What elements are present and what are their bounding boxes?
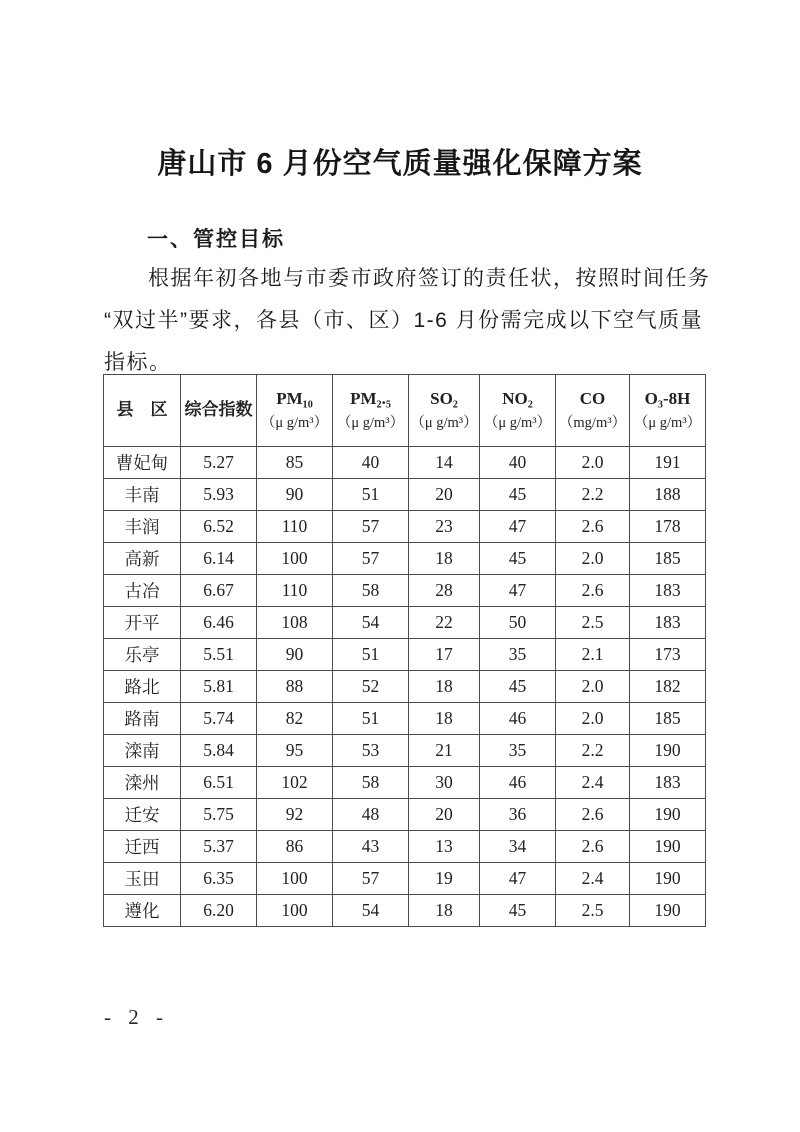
value-cell: 48 [333,799,409,831]
value-cell: 54 [333,895,409,927]
value-cell: 2.6 [556,575,630,607]
value-cell: 102 [257,767,333,799]
value-cell: 100 [257,863,333,895]
value-cell: 190 [630,895,706,927]
column-header: SO₂ （μ g/m³） [409,375,480,447]
table-row [104,479,706,511]
column-header: PM₂.₅ （μ g/m³） [333,375,409,447]
value-cell: 54 [333,607,409,639]
value-cell: 51 [333,639,409,671]
value-cell: 110 [257,575,333,607]
section-heading: 一、管控目标 [147,228,285,251]
district-cell: 迁安 [104,799,181,831]
value-cell: 17 [409,639,480,671]
value-cell: 2.5 [556,607,630,639]
value-cell: 46 [480,703,556,735]
value-cell: 85 [257,447,333,479]
column-header: PM₁₀ （μ g/m³） [257,375,333,447]
value-cell: 23 [409,511,480,543]
table-row [104,863,706,895]
value-cell: 2.0 [556,671,630,703]
value-cell: 35 [480,639,556,671]
value-cell: 6.20 [181,895,257,927]
value-cell: 2.5 [556,895,630,927]
value-cell: 2.6 [556,799,630,831]
table-body [104,447,706,927]
value-cell: 100 [257,543,333,575]
value-cell: 86 [257,831,333,863]
table-row [104,639,706,671]
value-cell: 188 [630,479,706,511]
value-cell: 110 [257,511,333,543]
value-cell: 178 [630,511,706,543]
value-cell: 6.51 [181,767,257,799]
district-cell: 路南 [104,703,181,735]
value-cell: 52 [333,671,409,703]
value-cell: 6.35 [181,863,257,895]
table-row [104,895,706,927]
value-cell: 183 [630,767,706,799]
value-cell: 2.4 [556,863,630,895]
document-title: 唐山市 6 月份空气质量强化保障方案 [157,148,643,180]
value-cell: 43 [333,831,409,863]
value-cell: 47 [480,575,556,607]
column-header: NO₂ （μ g/m³） [480,375,556,447]
district-cell: 丰润 [104,511,181,543]
value-cell: 6.52 [181,511,257,543]
value-cell: 108 [257,607,333,639]
value-cell: 20 [409,799,480,831]
value-cell: 45 [480,671,556,703]
value-cell: 58 [333,575,409,607]
value-cell: 18 [409,703,480,735]
value-cell: 185 [630,703,706,735]
value-cell: 13 [409,831,480,863]
value-cell: 2.2 [556,735,630,767]
value-cell: 5.27 [181,447,257,479]
district-cell: 滦南 [104,735,181,767]
value-cell: 82 [257,703,333,735]
table-row [104,799,706,831]
value-cell: 58 [333,767,409,799]
value-cell: 95 [257,735,333,767]
value-cell: 2.1 [556,639,630,671]
value-cell: 2.0 [556,703,630,735]
district-cell: 玉田 [104,863,181,895]
table-row [104,447,706,479]
column-header: CO （mg/m³） [556,375,630,447]
district-cell: 滦州 [104,767,181,799]
value-cell: 2.4 [556,767,630,799]
value-cell: 50 [480,607,556,639]
value-cell: 35 [480,735,556,767]
value-cell: 51 [333,703,409,735]
value-cell: 45 [480,479,556,511]
value-cell: 46 [480,767,556,799]
value-cell: 2.6 [556,831,630,863]
table-row [104,767,706,799]
district-cell: 迁西 [104,831,181,863]
district-cell: 开平 [104,607,181,639]
value-cell: 45 [480,895,556,927]
value-cell: 40 [333,447,409,479]
intro-line-1: 根据年初各地与市委市政府签订的责任状，按照时间任务 [148,267,711,290]
district-cell: 高新 [104,543,181,575]
value-cell: 5.81 [181,671,257,703]
district-cell: 曹妃甸 [104,447,181,479]
value-cell: 19 [409,863,480,895]
table-row [104,703,706,735]
value-cell: 6.46 [181,607,257,639]
value-cell: 40 [480,447,556,479]
value-cell: 57 [333,863,409,895]
value-cell: 34 [480,831,556,863]
value-cell: 18 [409,543,480,575]
value-cell: 47 [480,863,556,895]
value-cell: 57 [333,543,409,575]
value-cell: 5.93 [181,479,257,511]
intro-line-2: “双过半”要求，各县（市、区）1-6 月份需完成以下空气质量 [104,309,704,332]
value-cell: 45 [480,543,556,575]
district-cell: 丰南 [104,479,181,511]
value-cell: 6.67 [181,575,257,607]
value-cell: 21 [409,735,480,767]
district-cell: 古冶 [104,575,181,607]
page-number: - 2 - [104,1005,169,1029]
table-row [104,511,706,543]
table-row [104,671,706,703]
air-quality-targets-table [103,374,706,927]
value-cell: 57 [333,511,409,543]
district-cell: 遵化 [104,895,181,927]
value-cell: 173 [630,639,706,671]
value-cell: 6.14 [181,543,257,575]
value-cell: 5.74 [181,703,257,735]
value-cell: 191 [630,447,706,479]
value-cell: 182 [630,671,706,703]
value-cell: 190 [630,863,706,895]
table-row [104,831,706,863]
value-cell: 28 [409,575,480,607]
value-cell: 5.51 [181,639,257,671]
value-cell: 2.6 [556,511,630,543]
value-cell: 2.0 [556,447,630,479]
intro-line-3: 指标。 [104,351,172,374]
column-header: 县 区 [104,375,181,447]
value-cell: 2.0 [556,543,630,575]
value-cell: 51 [333,479,409,511]
column-header: 综合指数 [181,375,257,447]
value-cell: 90 [257,479,333,511]
table-row [104,543,706,575]
value-cell: 90 [257,639,333,671]
value-cell: 190 [630,799,706,831]
value-cell: 92 [257,799,333,831]
table-header-row [104,375,706,447]
district-cell: 乐亭 [104,639,181,671]
value-cell: 190 [630,831,706,863]
value-cell: 5.84 [181,735,257,767]
table-row [104,735,706,767]
intro-paragraph [104,258,710,384]
value-cell: 47 [480,511,556,543]
district-cell: 路北 [104,671,181,703]
value-cell: 183 [630,575,706,607]
value-cell: 190 [630,735,706,767]
value-cell: 88 [257,671,333,703]
value-cell: 2.2 [556,479,630,511]
value-cell: 14 [409,447,480,479]
value-cell: 5.37 [181,831,257,863]
table-row [104,607,706,639]
value-cell: 18 [409,895,480,927]
value-cell: 36 [480,799,556,831]
value-cell: 185 [630,543,706,575]
value-cell: 20 [409,479,480,511]
table-row [104,575,706,607]
value-cell: 22 [409,607,480,639]
value-cell: 30 [409,767,480,799]
value-cell: 53 [333,735,409,767]
value-cell: 18 [409,671,480,703]
column-header: O₃-8H （μ g/m³） [630,375,706,447]
value-cell: 5.75 [181,799,257,831]
value-cell: 183 [630,607,706,639]
value-cell: 100 [257,895,333,927]
